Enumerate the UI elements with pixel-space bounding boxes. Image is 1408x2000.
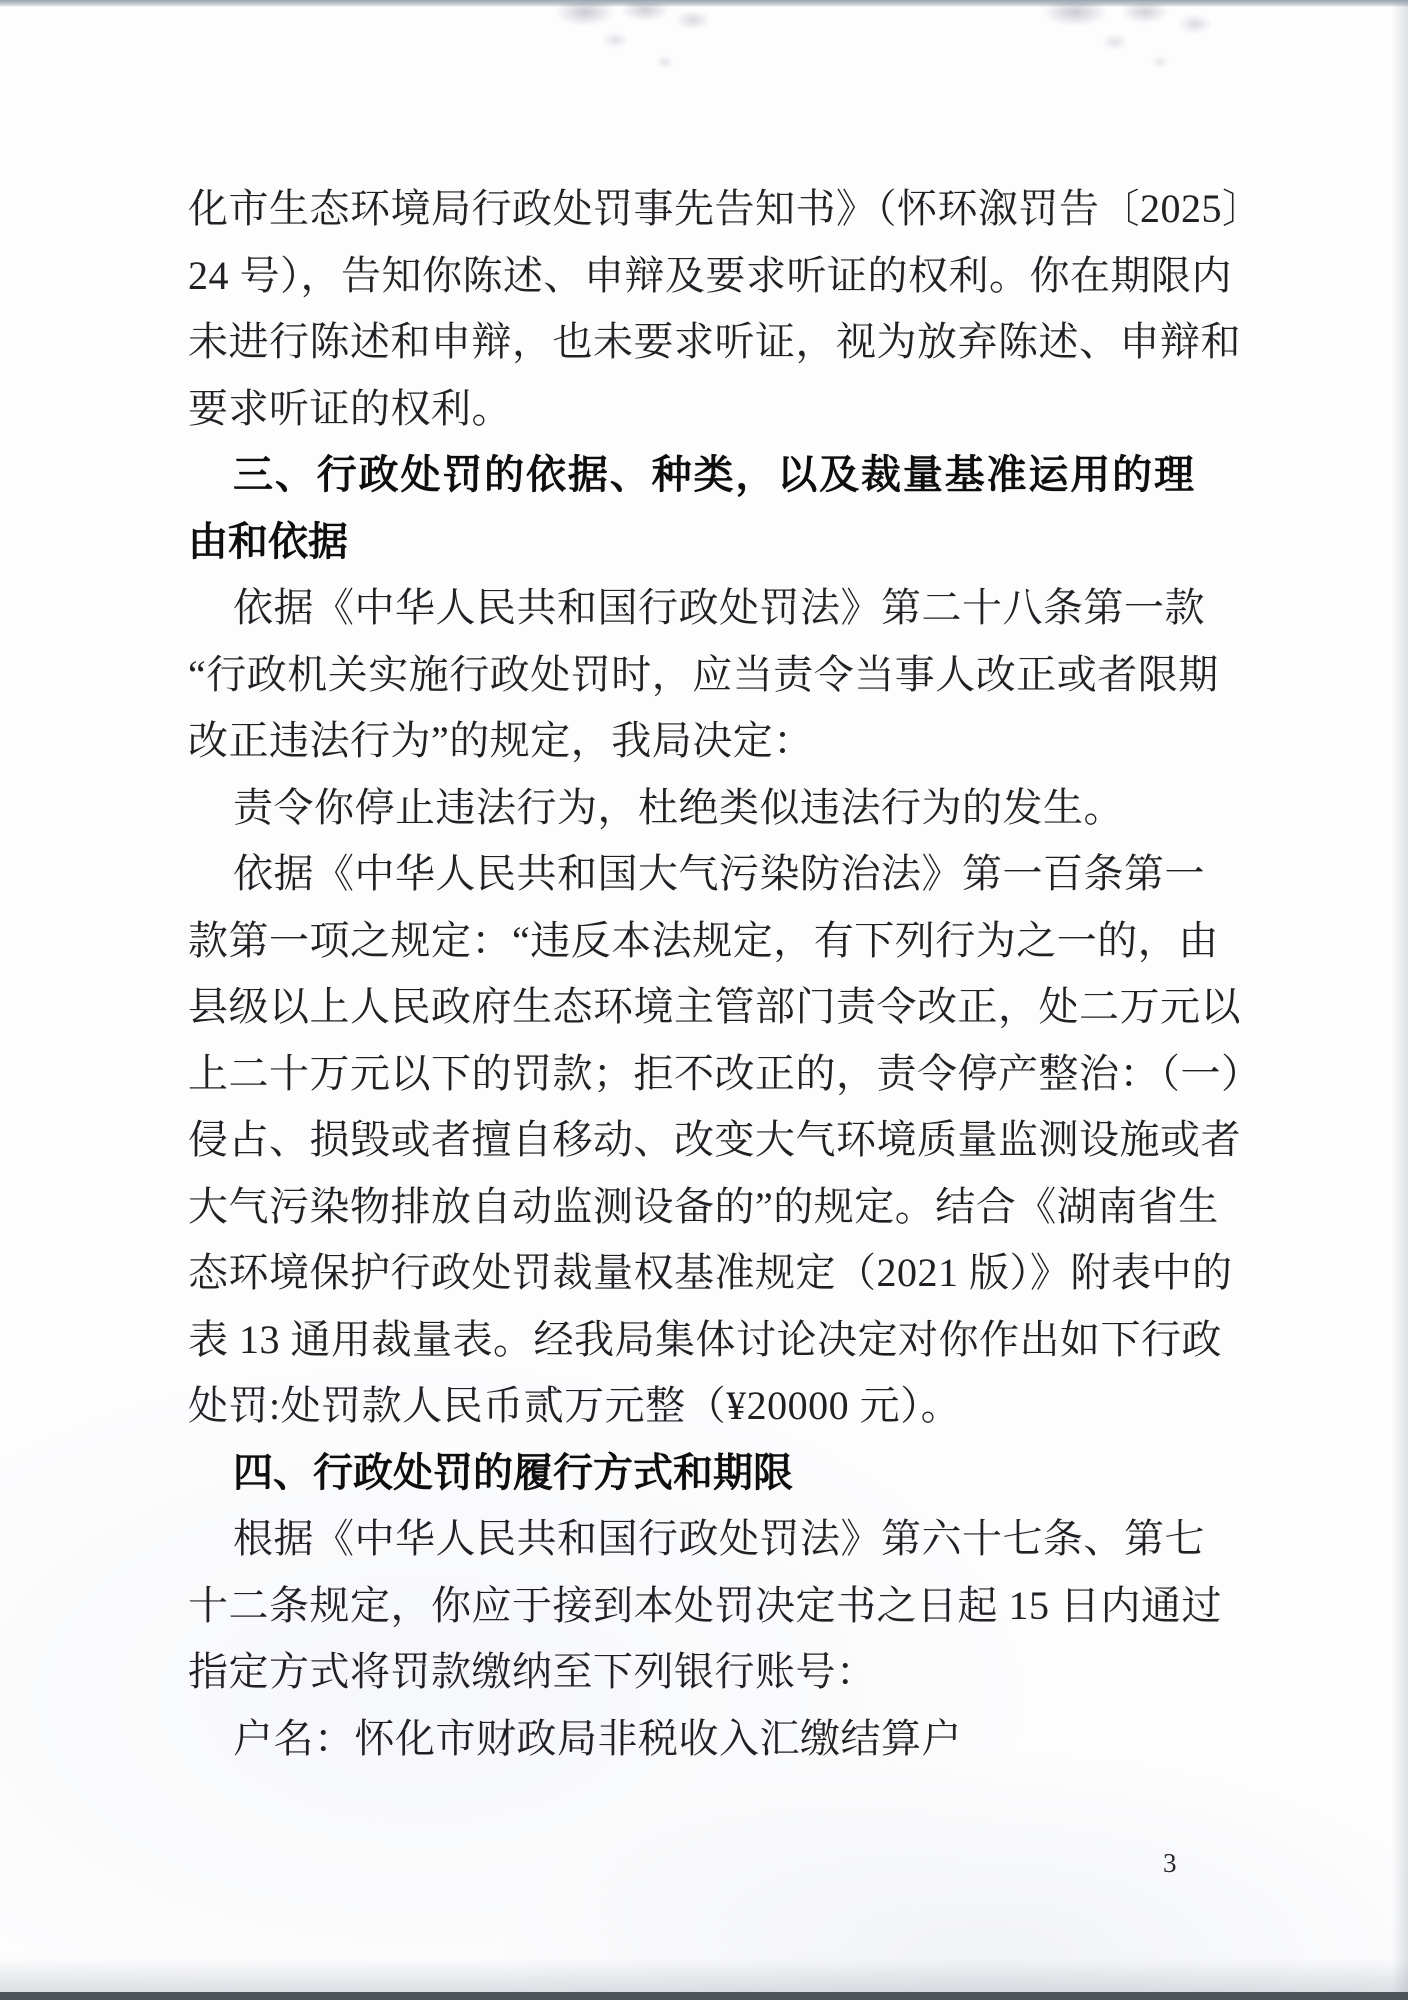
text-line: 依据《中华人民共和国行政处罚法》第二十八条第一款 <box>233 585 1205 630</box>
text-line: 24 号），告知你陈述、申辩及要求听证的权利。你在期限内 <box>188 252 1232 298</box>
page-number: 3 <box>1163 1848 1177 1878</box>
text-line: 十二条规定，你应于接到本处罚决定书之日起 15 日内通过 <box>188 1582 1222 1628</box>
text-line: 改正违法行为”的规定，我局决定： <box>188 718 814 763</box>
text-line: 责令你停止违法行为，杜绝类似违法行为的发生。 <box>233 784 1124 830</box>
text-line: 款第一项之规定：“违反本法规定，有下列行为之一的，由 <box>188 917 1219 963</box>
text-line: 要求听证的权利。 <box>188 385 512 431</box>
text-line: 依据《中华人民共和国大气污染防治法》第一百条第一 <box>233 851 1205 896</box>
section-heading-3: 三、行政处罚的依据、种类，以及裁量基准运用的理 <box>233 453 1194 497</box>
text-line: 表 13 通用裁量表。经我局集体讨论决定对你作出如下行政 <box>188 1316 1222 1362</box>
text-line: 未进行陈述和申辩，也未要求听证，视为放弃陈述、申辩和 <box>188 319 1241 364</box>
section-heading-3-cont: 由和依据 <box>188 519 348 564</box>
text-line: 根据《中华人民共和国行政处罚法》第六十七条、第七 <box>233 1516 1205 1561</box>
text-line: 侵占、损毁或者擅自移动、改变大气环境质量监测设施或者 <box>188 1117 1241 1162</box>
penalty-amount-line: 处罚:处罚款人民币贰万元整（¥20000 元）。 <box>188 1383 962 1428</box>
scan-edge-right <box>1392 0 1408 2000</box>
scan-edge-top <box>0 0 1408 7</box>
ink-smudge-top-right <box>985 2 1265 72</box>
bank-account-name-line: 户名：怀化市财政局非税收入汇缴结算户 <box>233 1715 962 1761</box>
text-line: 县级以上人民政府生态环境主管部门责令改正，处二万元以 <box>188 984 1241 1029</box>
section-heading-4: 四、行政处罚的履行方式和期限 <box>233 1450 793 1495</box>
text-line: 化市生态环境局行政处罚事先告知书》（怀环溆罚告〔2025〕 <box>188 186 1263 231</box>
ink-smudge-top-center <box>515 2 760 72</box>
scan-edge-bottom <box>0 1992 1408 2000</box>
scan-edge-bottom-fade <box>0 1958 1408 1992</box>
document-body <box>188 176 1263 1772</box>
text-line: 上二十万元以下的罚款；拒不改正的，责令停产整治：（一） <box>188 1050 1262 1096</box>
text-line: “行政机关实施行政处罚时，应当责令当事人改正或者限期 <box>188 651 1219 697</box>
text-line: 大气污染物排放自动监测设备的”的规定。结合《湖南省生 <box>188 1183 1219 1229</box>
text-line: 态环境保护行政处罚裁量权基准规定（2021 版）》附表中的 <box>188 1250 1233 1295</box>
text-line: 指定方式将罚款缴纳至下列银行账号： <box>188 1649 877 1694</box>
